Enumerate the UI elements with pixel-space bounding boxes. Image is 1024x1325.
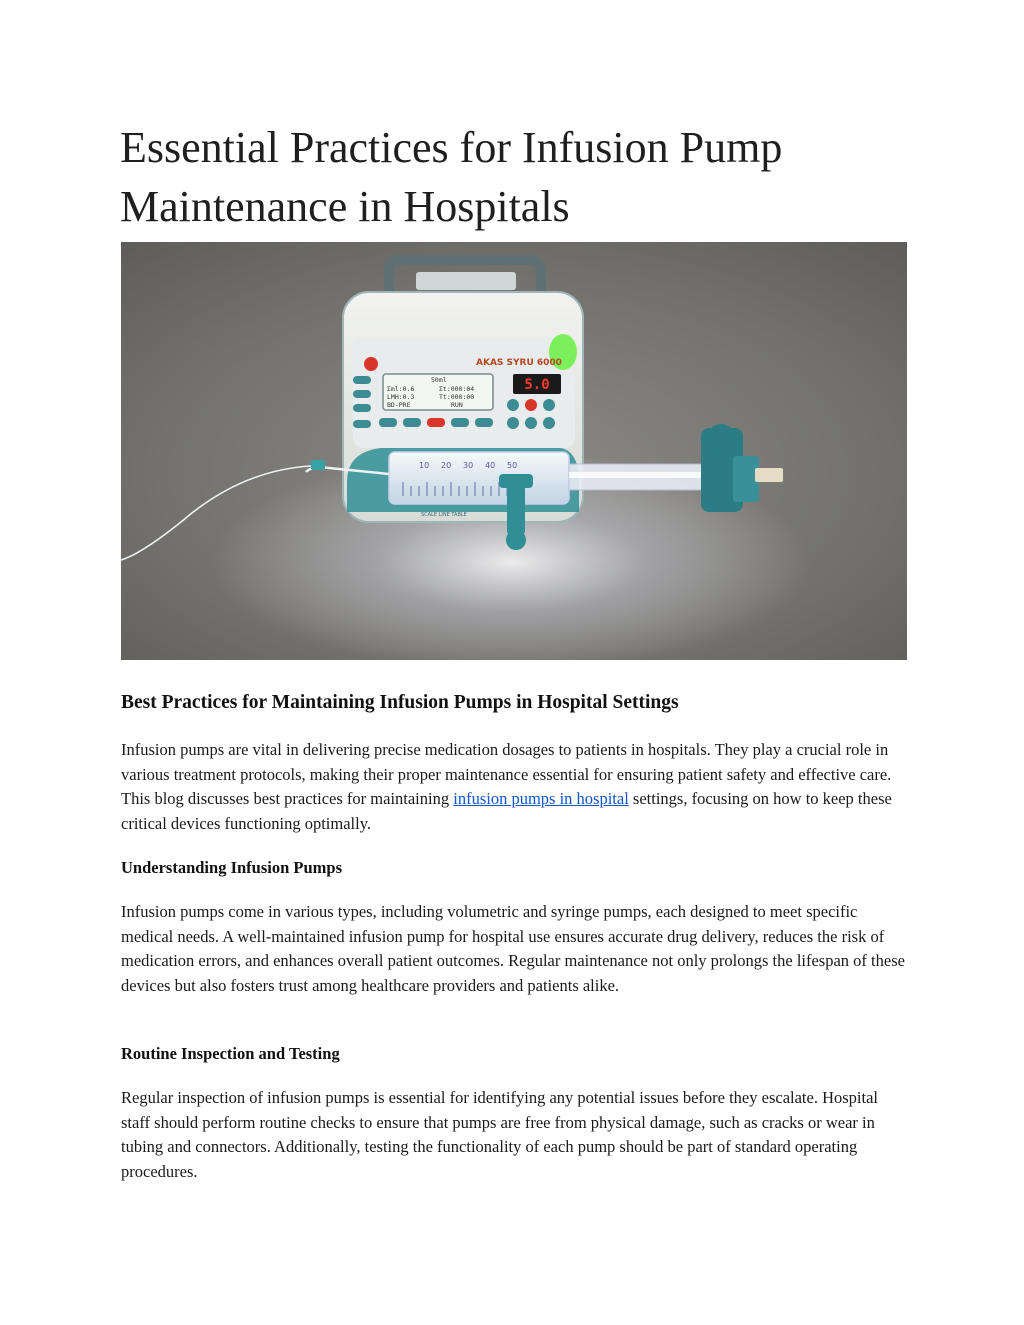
scale-10: 10 (419, 461, 430, 470)
lcd-line3-right: RUN (451, 401, 463, 409)
section-heading: Best Practices for Maintaining Infusion Pumps in Hospital Settings (121, 692, 679, 713)
subsection-heading-understanding: Understanding Infusion Pumps (121, 858, 342, 877)
infusion-pumps-link[interactable]: infusion pumps in hospital (453, 789, 629, 808)
infusion-pump-photo (121, 242, 907, 660)
lcd-line2-right: Tt:000:00 (439, 393, 475, 401)
page-title: Essential Practices for Infusion Pump Maintenance in Hospitals (120, 123, 783, 231)
understanding-paragraph: Infusion pumps come in various types, including volumetric and syringe pumps, each designed to meet specific medical needs. A well-maintained infusion pump for hospital use ensures accurate drug delivery, reduces the risk of medication errors, and enhances overall patient outcomes. Regular maintenance not only prolongs the lifespan of these devices but also fosters trust among healthcare providers and patients alike. (121, 902, 905, 995)
lcd-volume: 50ml (431, 376, 447, 384)
led-readout: 5.0 (524, 377, 550, 393)
brand-label: AKAS SYRU 6000 (476, 358, 562, 368)
lcd-line1-right: Σt:000:04 (439, 385, 475, 393)
inspection-paragraph: Regular inspection of infusion pumps is essential for identifying any potential issues before they escalate. Hospital staff should perform routine checks to ensure that pumps are free from physical damage, such as cracks or wear in tubing and connectors. Additionally, testing the functionality of each pump should be part of standard operating procedures. (121, 1088, 878, 1181)
scale-40: 40 (485, 461, 496, 470)
subsection-heading-inspection: Routine Inspection and Testing (121, 1044, 340, 1063)
label-plate: SCALE LINE TABLE (421, 512, 467, 518)
scale-50: 50 (507, 461, 518, 470)
scale-30: 30 (463, 461, 474, 470)
intro-text-before-link: Infusion pumps are vital in delivering precise medication dosages to patients in hospitals. They play a crucial role in various treatment protocols, making their proper maintenance essential for ensuring patient safety and effective care. This blog discusses best practices for maintaining (121, 740, 892, 808)
lcd-line2-left: LMH:0.3 (387, 393, 415, 401)
lcd-line1-left: Σml:0.6 (387, 385, 415, 393)
intro-paragraph (121, 738, 911, 836)
intro-text-after-link: settings, focusing on how to keep these critical devices functioning optimally. (121, 789, 892, 833)
lcd-line3-left: BD-PRE (387, 401, 411, 409)
scale-20: 20 (441, 461, 452, 470)
